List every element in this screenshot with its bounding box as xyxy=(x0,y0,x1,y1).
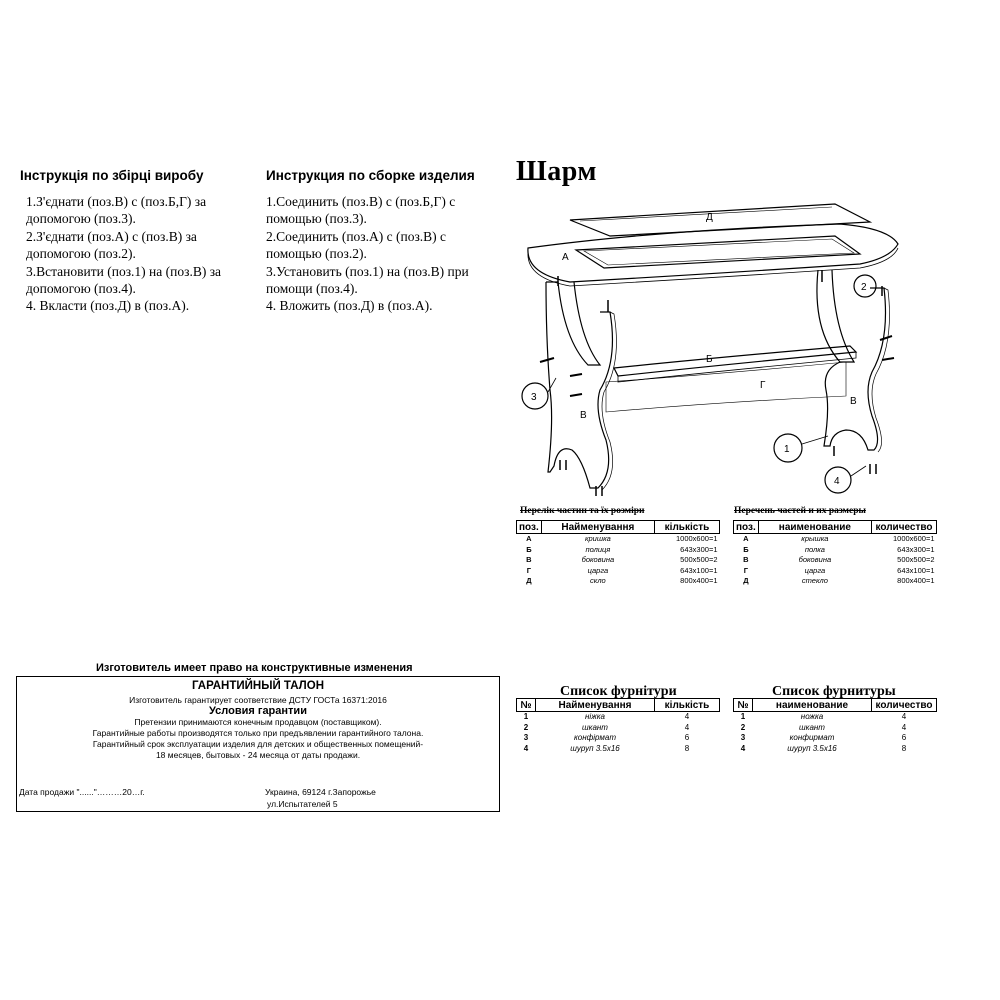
cell-qty: 1000x600=1 xyxy=(676,534,718,544)
cell-qty: 643x300=1 xyxy=(680,544,718,554)
cell-name: крышка xyxy=(801,534,829,544)
sale-date: Дата продажи "......"………20…г. xyxy=(19,787,145,797)
table-row xyxy=(517,534,720,545)
label-a: А xyxy=(562,252,569,263)
table-row xyxy=(734,566,937,577)
warranty-conditions-title: Условия гарантии xyxy=(209,705,307,717)
cell-qty: 643x100=1 xyxy=(680,565,718,575)
warranty-line: Претензии принимаются конечным продавцом (поставщиком). xyxy=(134,717,382,727)
parts-ru-table xyxy=(733,520,937,587)
table-row xyxy=(734,576,937,587)
right-side-panel-edge xyxy=(872,288,890,452)
cell-pos: Б xyxy=(743,544,749,554)
warranty-card xyxy=(16,676,500,812)
instruction-step: 1.З'єднати (поз.В) с (поз.Б,Г) за xyxy=(26,194,207,209)
cell-name: царга xyxy=(804,565,826,575)
assembly-diagram xyxy=(510,190,930,500)
hardware-ru-title: Список фурнитуры xyxy=(772,684,896,699)
right-side-panel xyxy=(824,288,886,450)
table-top-shape xyxy=(528,224,898,282)
cell-pos: Д xyxy=(526,576,532,586)
cell-pos: 3 xyxy=(523,733,529,743)
table-header-row xyxy=(517,699,720,712)
callout-4-label: 4 xyxy=(834,476,840,487)
glass-panel-shape xyxy=(570,204,870,236)
label-v-right: В xyxy=(850,396,857,407)
left-side-panel-edge xyxy=(602,312,616,490)
cell-name: полиця xyxy=(585,544,611,554)
instruction-step: помощи (поз.4). xyxy=(266,281,358,297)
instruction-step: 1.Соединить (поз.В) с (поз.Б,Г) с xyxy=(266,194,456,209)
cell-pos: 2 xyxy=(740,722,746,732)
cell-name: царга xyxy=(587,565,609,575)
cell-pos: А xyxy=(526,534,532,544)
cell-qty: 6 xyxy=(901,733,907,743)
cell-qty: 500x500=2 xyxy=(680,555,718,565)
instruction-step: помощью (поз.3). xyxy=(266,211,367,227)
col-qty: кількість xyxy=(655,699,720,712)
cell-name: конфирмат xyxy=(789,733,835,743)
rail-shape xyxy=(606,362,846,412)
cell-name: ножка xyxy=(800,712,824,722)
cell-pos: 4 xyxy=(523,743,529,753)
cell-pos: Д xyxy=(743,576,749,586)
label-g: Г xyxy=(760,380,766,391)
callout-leaders xyxy=(548,378,866,476)
callout-1-label: 1 xyxy=(784,444,790,455)
shelf-shape xyxy=(614,346,856,376)
col-name: Найменування xyxy=(541,521,654,534)
cell-name: ніжка xyxy=(585,712,605,722)
table-row xyxy=(517,744,720,755)
cell-qty: 8 xyxy=(684,743,690,753)
parts-uk-table xyxy=(516,520,720,587)
cell-qty: 500x500=2 xyxy=(897,555,935,565)
cell-qty: 800x400=1 xyxy=(897,576,935,586)
cell-name: стекло xyxy=(801,576,828,586)
cell-name: шуруп 3.5х16 xyxy=(570,743,620,753)
cell-name: шуруп 3.5х16 xyxy=(787,743,837,753)
table-row xyxy=(734,545,937,556)
address-line2: ул.Испытателей 5 xyxy=(267,799,338,809)
cell-qty: 8 xyxy=(901,743,907,753)
col-name: Найменування xyxy=(536,699,655,712)
instructions-ru-list xyxy=(266,193,469,315)
left-side-front-arc xyxy=(546,282,600,365)
callout-3-label: 3 xyxy=(531,392,537,403)
parts-ru-title: Перечень частей и их размеры xyxy=(734,506,866,516)
hardware-ru-table xyxy=(733,698,937,754)
label-b: Б xyxy=(706,354,713,365)
table-row xyxy=(734,733,937,744)
cell-pos: В xyxy=(743,555,749,565)
table-header-row xyxy=(734,521,937,534)
cell-qty: 1000x600=1 xyxy=(893,534,935,544)
cell-name: конфірмат xyxy=(573,733,617,743)
instruction-step: допомогою (поз.3). xyxy=(26,211,136,227)
cell-pos: Г xyxy=(526,565,532,575)
table-top-inset xyxy=(576,236,860,268)
col-qty: количество xyxy=(872,521,937,534)
warranty-line: Гарантийный срок эксплуатации изделия для детских и общественных помещений- xyxy=(92,739,424,749)
cell-qty: 4 xyxy=(901,712,907,722)
table-row xyxy=(734,712,937,723)
warranty-line: 18 месяцев, бытовых - 24 месяца от даты продажи. xyxy=(155,750,361,760)
cell-name: шкант xyxy=(582,722,608,732)
cell-name: шкант xyxy=(799,722,825,732)
callout-2-label: 2 xyxy=(861,282,867,293)
instruction-step: 4. Вложить (поз.Д) в (поз.А). xyxy=(266,298,433,314)
instruction-step: 2.Соединить (поз.А) с (поз.В) с xyxy=(266,228,447,244)
cell-pos: 1 xyxy=(740,712,746,722)
warranty-standard: Изготовитель гарантирует соответствие ДСТУ ГОСТа 16371:2016 xyxy=(129,695,387,705)
right-screws xyxy=(880,336,894,360)
cell-name: полка xyxy=(804,544,825,554)
instruction-step: 4. Вкласти (поз.Д) в (поз.А). xyxy=(26,298,190,314)
cell-pos: Б xyxy=(526,544,532,554)
instructions-uk-title: Інструкція по збірці виробу xyxy=(20,168,204,183)
instructions-uk-list xyxy=(26,193,221,315)
cell-pos: В xyxy=(526,555,532,565)
col-pos: поз. xyxy=(517,521,542,534)
instructions-ru-title: Инструкция по сборке изделия xyxy=(266,168,475,183)
instruction-step: помощью (поз.2). xyxy=(266,246,367,262)
table-header-row xyxy=(734,699,937,712)
cell-qty: 4 xyxy=(901,722,907,732)
cell-qty: 6 xyxy=(684,733,690,743)
col-qty: количество xyxy=(872,699,937,712)
hardware-uk-title: Список фурнітури xyxy=(560,684,677,699)
table-row xyxy=(517,576,720,587)
label-d: Д xyxy=(706,212,713,223)
table-header-row xyxy=(517,521,720,534)
table-row xyxy=(734,534,937,545)
cell-pos: 2 xyxy=(523,722,529,732)
table-row xyxy=(517,723,720,734)
cell-qty: 643x300=1 xyxy=(897,544,935,554)
instruction-step: 2.З'єднати (поз.А) с (поз.В) за xyxy=(26,228,197,244)
instruction-step: 3.Установить (поз.1) на (поз.В) при xyxy=(266,263,469,279)
table-row xyxy=(734,744,937,755)
cell-pos: А xyxy=(743,534,749,544)
warranty-title: ГАРАНТИЙНЫЙ ТАЛОН xyxy=(191,680,324,692)
cell-pos: 1 xyxy=(523,712,529,722)
instruction-step: допомогою (поз.2). xyxy=(26,246,136,262)
hardware-uk-table xyxy=(516,698,720,754)
table-row xyxy=(517,712,720,723)
cell-qty: 4 xyxy=(684,712,690,722)
col-pos: № xyxy=(734,699,753,712)
table-top-inset-inner xyxy=(584,239,854,265)
table-row xyxy=(734,555,937,566)
instruction-step: 3.Встановити (поз.1) на (поз.В) за xyxy=(26,263,222,279)
col-pos: № xyxy=(517,699,536,712)
instruction-step: допомогою (поз.4). xyxy=(26,281,136,297)
table-row xyxy=(517,566,720,577)
cell-name: боковина xyxy=(581,555,615,565)
col-name: наименование xyxy=(753,699,872,712)
col-name: наименование xyxy=(758,521,871,534)
cell-qty: 800x400=1 xyxy=(680,576,718,586)
col-pos: поз. xyxy=(734,521,759,534)
cell-pos: 4 xyxy=(740,743,746,753)
cell-name: боковина xyxy=(798,555,832,565)
warranty-line: Гарантийные работы производятся только при предъявлении гарантийного талона. xyxy=(92,728,424,738)
cell-name: скло xyxy=(590,576,606,586)
parts-uk-title: Перелік частин та їх розміри xyxy=(520,506,645,516)
table-row xyxy=(517,555,720,566)
table-row xyxy=(517,733,720,744)
cell-pos: 3 xyxy=(740,733,746,743)
cell-qty: 643x100=1 xyxy=(897,565,935,575)
label-v-left: В xyxy=(580,410,587,421)
brand-logo: Шарм xyxy=(516,156,597,187)
cell-pos: Г xyxy=(743,565,749,575)
cell-name: кришка xyxy=(584,534,611,544)
table-row xyxy=(517,545,720,556)
cell-qty: 4 xyxy=(684,722,690,732)
col-qty: кількість xyxy=(655,521,720,534)
table-row xyxy=(734,723,937,734)
address-line1: Украина, 69124 г.Запорожье xyxy=(265,787,376,797)
warranty-note: Изготовитель имеет право на конструктивные изменения xyxy=(96,662,413,674)
